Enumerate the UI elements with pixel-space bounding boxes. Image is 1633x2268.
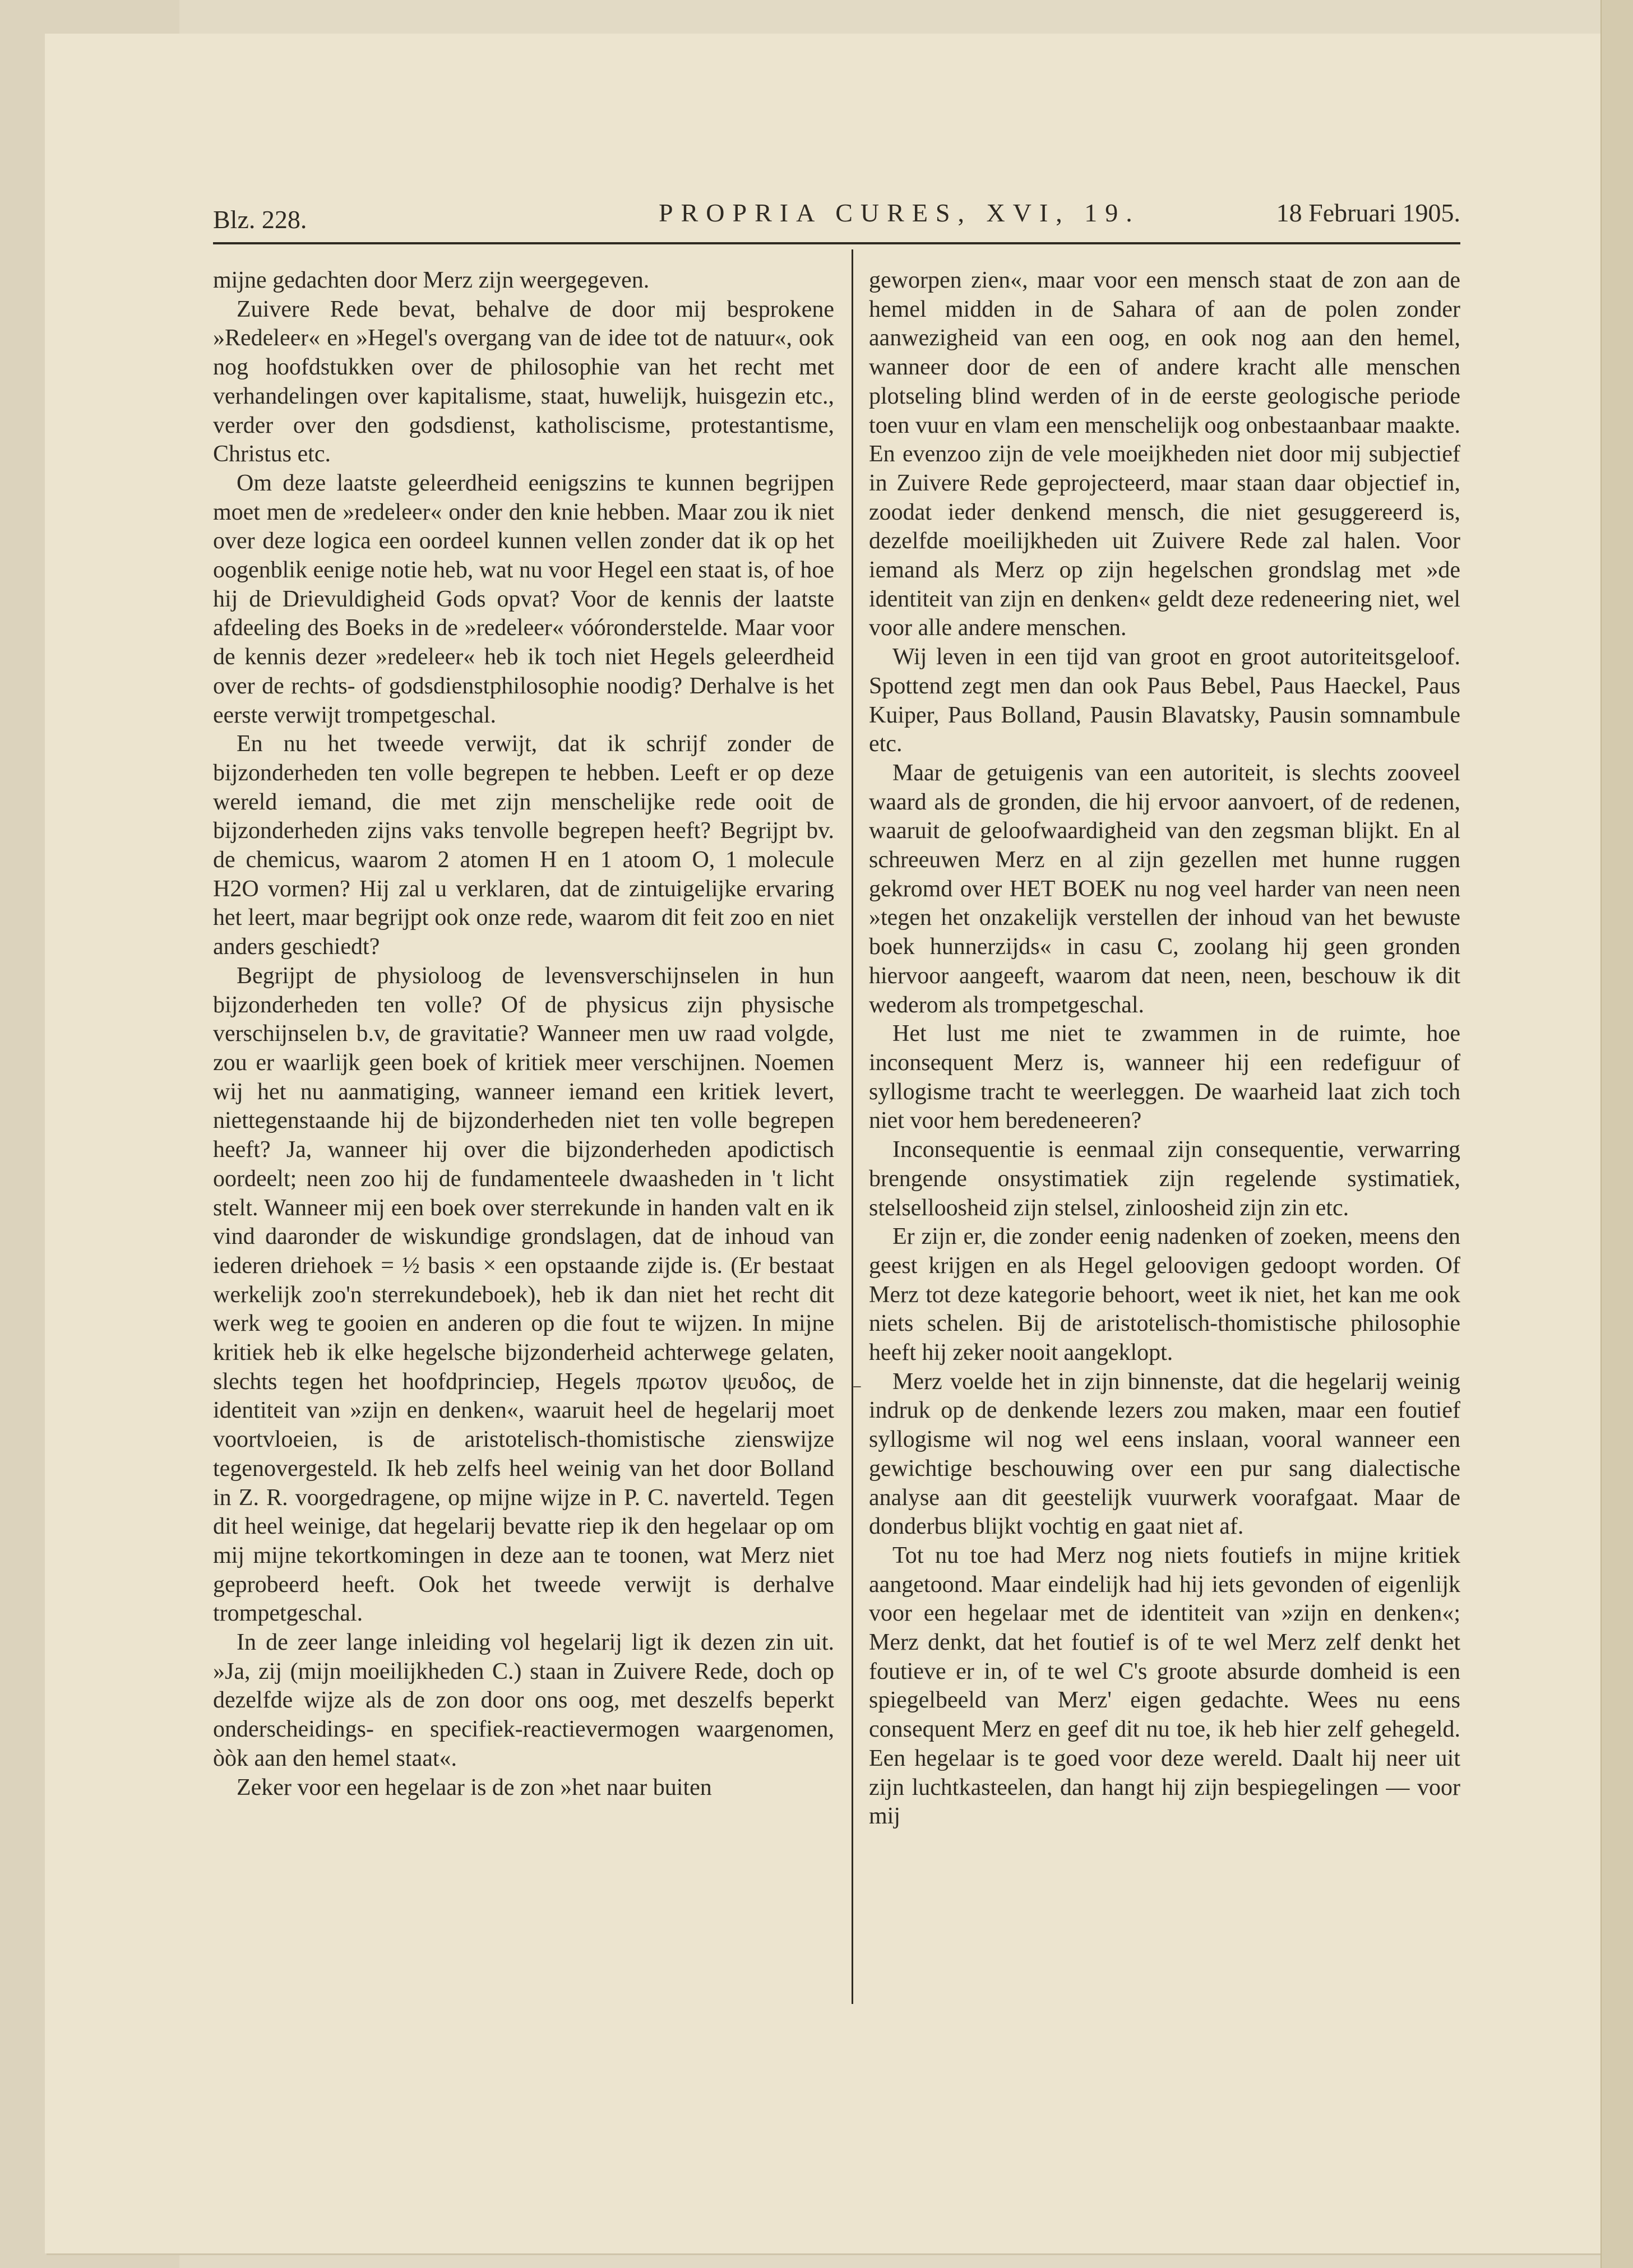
paragraph: Zuivere Rede bevat, behalve de door mij besprokene »Redeleer« en »Hegel's overgang van de idee tot de natuur«, ook nog hoofdstukken over de philosophie van het recht met verhandelingen over kapitalisme, staat, huwelijk, huisgezin etc., verder over den godsdienst, katholiscisme, protestantisme, Christus etc. [213,296,834,468]
paragraph: geworpen zien«, maar voor een mensch staat de zon aan de hemel midden in de Sahara of aan de polen zonder aanwezigheid van een oog, en ook nog aan den hemel, wanneer door de een of andere kracht alle menschen plotseling blind werden of in de eerste geologische periode toen vuur en vlam een menschelijk oog onbestaanbaar maakte. En evenzoo zijn de vele moeijkheden niet door mij subjectief in Zuivere Rede geprojecteerd, maar staan daar objectief in, zoodat ieder denkend mensch, die niet gesuggereerd is, dezelfde moeilijkheden uit Zuivere Rede zal halen. Voor iemand als Merz op zijn hegelschen grondslag met »de identiteit van zijn en denken« geldt deze redeneering niet, wel voor alle andere menschen. [869,267,1460,641]
page-header [213,193,1460,238]
paragraph: Zeker voor een hegelaar is de zon »het naar buiten [237,1774,712,1800]
journal-title: PROPRIA CURES, XVI, 19. [659,198,1140,227]
paragraph: In de zeer lange inleiding vol hegelarij ligt ik dezen zin uit. »Ja, zij (mijn moeilijkheden C.) staan in Zuivere Rede, doch op dezelfde wijze als de zon door ons oog, met deszelfs beperkt onderscheidings- en specifiek-reactievermogen waargenomen, òòk aan den hemel staat«. [213,1630,834,1771]
page-number: Blz. 228. [213,205,307,234]
right-column [869,266,1460,1831]
margin-mark: ⁻ [852,1380,862,1401]
column-divider [852,249,853,2004]
header-rule [213,242,1460,244]
paragraph: Inconsequentie is eenmaal zijn consequentie, verwarring brengende onsystimatiek zijn regelende systimatiek, stelselloosheid zijn stelsel, zinloosheid zijn zin etc. [869,1137,1460,1221]
paragraph: Er zijn er, die zonder eenig nadenken of zoeken, meens den geest krijgen en als Hegel geloovigen gedoopt worden. Of Merz tot deze kategorie behoort, weet ik niet, het kan me ook niets schelen. Bij de aristotelisch-thomistische philosophie heeft hij zeker nooit aangeklopt. [869,1224,1460,1366]
paragraph: Merz voelde het in zijn binnenste, dat die hegelarij weinig indruk op de denkende lezers zou maken, maar een foutief syllogisme wil nog wel eens inslaan, vooral wanneer een gewichtige beschouwing over een pur sang dialectische analyse aan dit geestelijk vuurwerk voorafgaat. Maar de donderbus blijkt vochtig en gaat niet af. [869,1368,1460,1540]
page-edge [1600,0,1633,2268]
paragraph: mijne gedachten door Merz zijn weergegeven. [213,267,650,293]
issue-date: 18 Februari 1905. [1276,198,1460,227]
paragraph: Wij leven in een tijd van groot en groot autoriteitsgeloof. Spottend zegt men dan ook Paus Bebel, Paus Haeckel, Paus Kuiper, Paus Bolland, Pausin Blavatsky, Pausin somnambule etc. [869,644,1460,757]
left-column [213,266,834,1802]
paragraph: Om deze laatste geleerdheid eenigszins te kunnen begrijpen moet men de »redeleer« onder den knie hebben. Maar zou ik niet over deze logica een oordeel kunnen vellen zonder dat ik op het oogenblik eenige notie heb, wat nu voor Hegel een staat is, of hoe hij de Drievuldigheid Gods opvat? Voor de kennis der laatste afdeeling des Boeks in de »redeleer« vóóronderstelde. Maar voor de kennis dezer »redeleer« heb ik toch niet Hegels geleerdheid over de rechts- of godsdienstphilosophie noodig? Derhalve is het eerste verwijt trompetgeschal. [213,470,834,728]
paragraph: Tot nu toe had Merz nog niets foutiefs in mijne kritiek aangetoond. Maar eindelijk had hij iets gevonden of eigenlijk voor een hegelaar met de identiteit van »zijn en denken«; Merz denkt, dat het foutief is of te wel Merz zelf denkt het foutieve er in, of te wel C's groote absurde domheid is een spiegelbeeld van Merz' eigen gedachte. Wees nu eens consequent Merz en geef dit nu toe, ik heb hier zelf gehegeld. Een hegelaar is te goed voor deze wereld. Daalt hij neer uit zijn luchtkasteelen, dan hangt hij zijn bespiegelingen — voor mij [869,1542,1460,1830]
paragraph: En nu het tweede verwijt, dat ik schrijf zonder de bijzonderheden ten volle begrepen te hebben. Leeft er op deze wereld iemand, die met zijn menschelijke rede ooit de bijzonderheden zijns vaks tenvolle begrepen heeft? Begrijpt bv. de chemicus, waarom 2 atomen H en 1 atoom O, 1 molecule H2O vormen? Hij zal u verklaren, dat de zintuigelijke ervaring het leert, maar begrijpt ook onze rede, waarom dit feit zoo en niet anders geschiedt? [213,731,834,960]
paragraph: Het lust me niet te zwammen in de ruimte, hoe inconsequent Merz is, wanneer hij een redefiguur of syllogisme tracht te weerleggen. De waarheid laat zich toch niet voor hem beredeneeren? [869,1021,1460,1134]
paragraph: Maar de getuigenis van een autoriteit, is slechts zooveel waard als de gronden, die hij ervoor aanvoert, of de redenen, waaruit de geloofwaardigheid van den zegsman blijkt. En al schreeuwen Merz en al zijn gezellen met hunne ruggen gekromd over HET BOEK nu nog veel harder van neen neen »tegen het onzakelijk verstellen der inhoud van het bewuste boek hunnerzijds« in casu C, zoolang hij geen gronden hiervoor aangeeft, waarom dat neen, neen, beschouw ik dit wederom als trompetgeschal. [869,760,1460,1018]
paragraph: Begrijpt de physioloog de levensverschijnselen in hun bijzonderheden ten volle? Of de physicus zijn physische verschijnselen b.v, de gravitatie? Wanneer men uw raad volgde, zou er waarlijk geen boek of kritiek meer verschijnen. Noemen wij het nu aanmatiging, wanneer iemand een kritiek levert, niettegenstaande hij de bijzonderheden niet ten volle begrepen heeft? Ja, wanneer hij over die bijzonderheden apodictisch oordeelt; neen zoo hij de fundamenteele dwaasheden in 't licht stelt. Wanneer mij een boek over sterrekunde in handen valt en ik vind daaronder de wiskundige grondslagen, dat de inhoud van iederen driehoek = ½ basis × een opstaande zijde is. (Er bestaat werkelijk zoo'n sterrekundeboek), heb ik dan niet het recht dit werk weg te gooien en anderen op die fout te wijzen. In mijne kritiek heb ik elke hegelsche bijzonderheid achterwege gelaten, slechts tegen het hoofdprinciep, Hegels πρωτον ψευδος, de identiteit van »zijn en denken«, waaruit heel de hegelarij moet voortvloeien, is de aristotelisch-thomistische zienswijze tegenovergesteld. Ik heb zelfs heel weinig van het door Bolland in Z. R. voorgedragene, op mijne wijze in P. C. naverteld. Tegen dit heel weinige, dat hegelarij bevatte riep ik den hegelaar op om mij mijne tekortkomingen in deze aan te toonen, wat Merz niet geprobeerd heeft. Ook het tweede verwijt is derhalve trompetgeschal. [213,962,834,1627]
